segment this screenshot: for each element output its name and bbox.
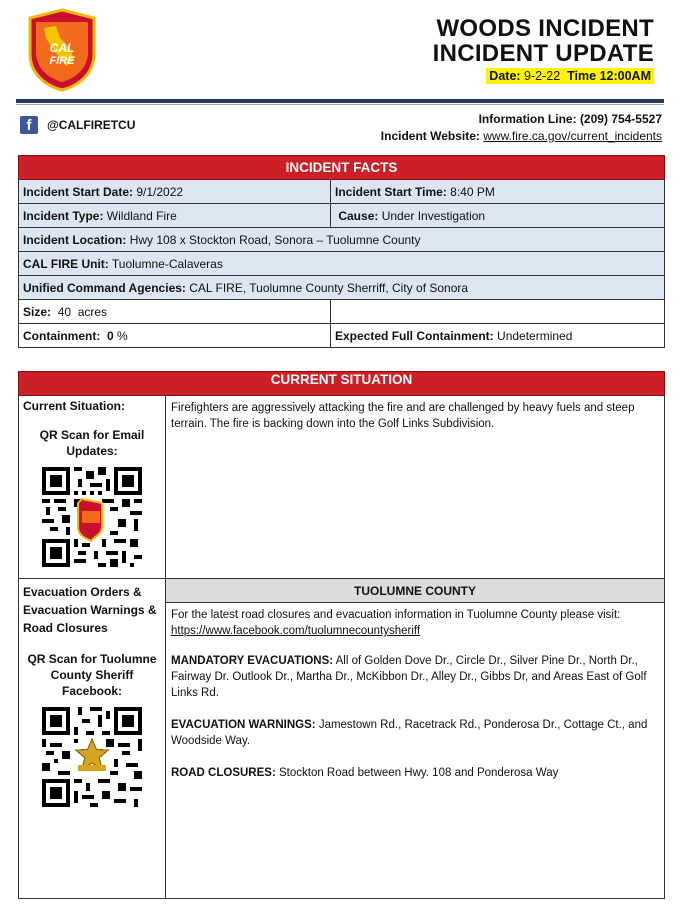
road-closures-label: ROAD CLOSURES: xyxy=(171,767,276,779)
containment-cell: Containment: 0 % xyxy=(19,324,331,348)
current-situation-label-cell xyxy=(19,396,166,579)
size-cell: Size: 40 acres xyxy=(19,300,331,324)
location-cell: Incident Location: Hwy 108 x Stockton Road, Sonora – Tuolumne County xyxy=(19,228,665,252)
social-handle[interactable] xyxy=(20,116,135,134)
facebook-handle: @CALFIRETCU xyxy=(47,118,136,132)
mandatory-evacuations-text: All of Golden Dove Dr., Circle Dr., Silver Pine Dr., North Dr., Fairway Dr. Outlook Dr., Martha Dr., McKibbon Dr., Alley Dr., Gibbs Dr, and Areas East of Golf Links Rd. xyxy=(171,655,647,699)
evacuation-label-cell xyxy=(19,579,166,899)
tuolumne-county-heading: TUOLUMNE COUNTY xyxy=(166,579,665,603)
header-divider xyxy=(16,99,664,103)
current-situation-label: Current Situation: xyxy=(23,399,125,413)
start-date-cell: Incident Start Date: 9/1/2022 xyxy=(19,180,331,204)
document-title: WOODS INCIDENT xyxy=(436,15,654,42)
website-link[interactable]: www.fire.ca.gov/current_incidents xyxy=(483,129,662,143)
title-block xyxy=(433,16,654,85)
evacuation-details xyxy=(166,603,665,899)
evacuation-intro: For the latest road closures and evacuation information in Tuolumne County please visit: xyxy=(171,609,621,621)
header-divider-thin xyxy=(16,104,664,105)
agencies-cell: Unified Command Agencies: CAL FIRE, Tuolumne County Sherriff, City of Sonora xyxy=(19,276,665,300)
current-situation-table xyxy=(18,371,665,899)
sheriff-qr-caption: QR Scan for Tuolumne County Sheriff Facebook: xyxy=(27,652,157,698)
sheriff-facebook-link[interactable]: https://www.facebook.com/tuolumnecountysheriff xyxy=(171,625,421,637)
cause-cell: Cause: Under Investigation xyxy=(331,204,665,228)
info-line-label: Information Line: xyxy=(478,112,577,126)
facebook-icon: f xyxy=(20,116,38,134)
evacuation-warnings-text: Jamestown Rd., Racetrack Rd., Ponderosa Dr., Cottage Ct., and Woodside Way. xyxy=(171,719,648,747)
current-situation-text: Firefighters are aggressively attacking the fire and are challenged by heavy fuels and steep terrain. The fire is backing down into the Golf Links Subdivision. xyxy=(166,396,665,579)
size-empty-cell xyxy=(331,300,665,324)
date-time-highlight: Date: 9-2-22 Time 12:00AM xyxy=(486,68,654,84)
road-closures-text: Stockton Road between Hwy. 108 and Ponderosa Way xyxy=(278,767,559,779)
evacuation-label: Evacuation Orders & Evacuation Warnings & Road Closures xyxy=(23,585,157,635)
expected-containment-cell: Expected Full Containment: Undetermined xyxy=(331,324,665,348)
email-updates-qr-code[interactable] xyxy=(42,467,142,567)
document-subtitle: INCIDENT UPDATE xyxy=(432,40,654,67)
unit-cell: CAL FIRE Unit: Tuolumne-Calaveras xyxy=(19,252,665,276)
incident-facts-heading: INCIDENT FACTS xyxy=(19,156,665,180)
start-time-cell: Incident Start Time: 8:40 PM xyxy=(331,180,665,204)
info-line-value: (209) 754-5527 xyxy=(579,112,662,126)
cal-fire-logo xyxy=(26,8,98,92)
svg-text:FIRE: FIRE xyxy=(49,55,75,67)
evacuation-warnings-label: EVACUATION WARNINGS: xyxy=(171,719,316,731)
email-qr-caption: QR Scan for Email Updates: xyxy=(39,428,145,458)
contact-info xyxy=(381,111,662,145)
website-label: Incident Website: xyxy=(380,129,480,143)
current-situation-heading: CURRENT SITUATION xyxy=(19,372,665,396)
incident-facts-table xyxy=(18,155,665,348)
mandatory-evacuations-label: MANDATORY EVACUATIONS: xyxy=(171,655,334,667)
incident-type-cell: Incident Type: Wildland Fire xyxy=(19,204,331,228)
sheriff-facebook-qr-code[interactable] xyxy=(42,707,142,807)
svg-text:CAL: CAL xyxy=(49,41,75,55)
